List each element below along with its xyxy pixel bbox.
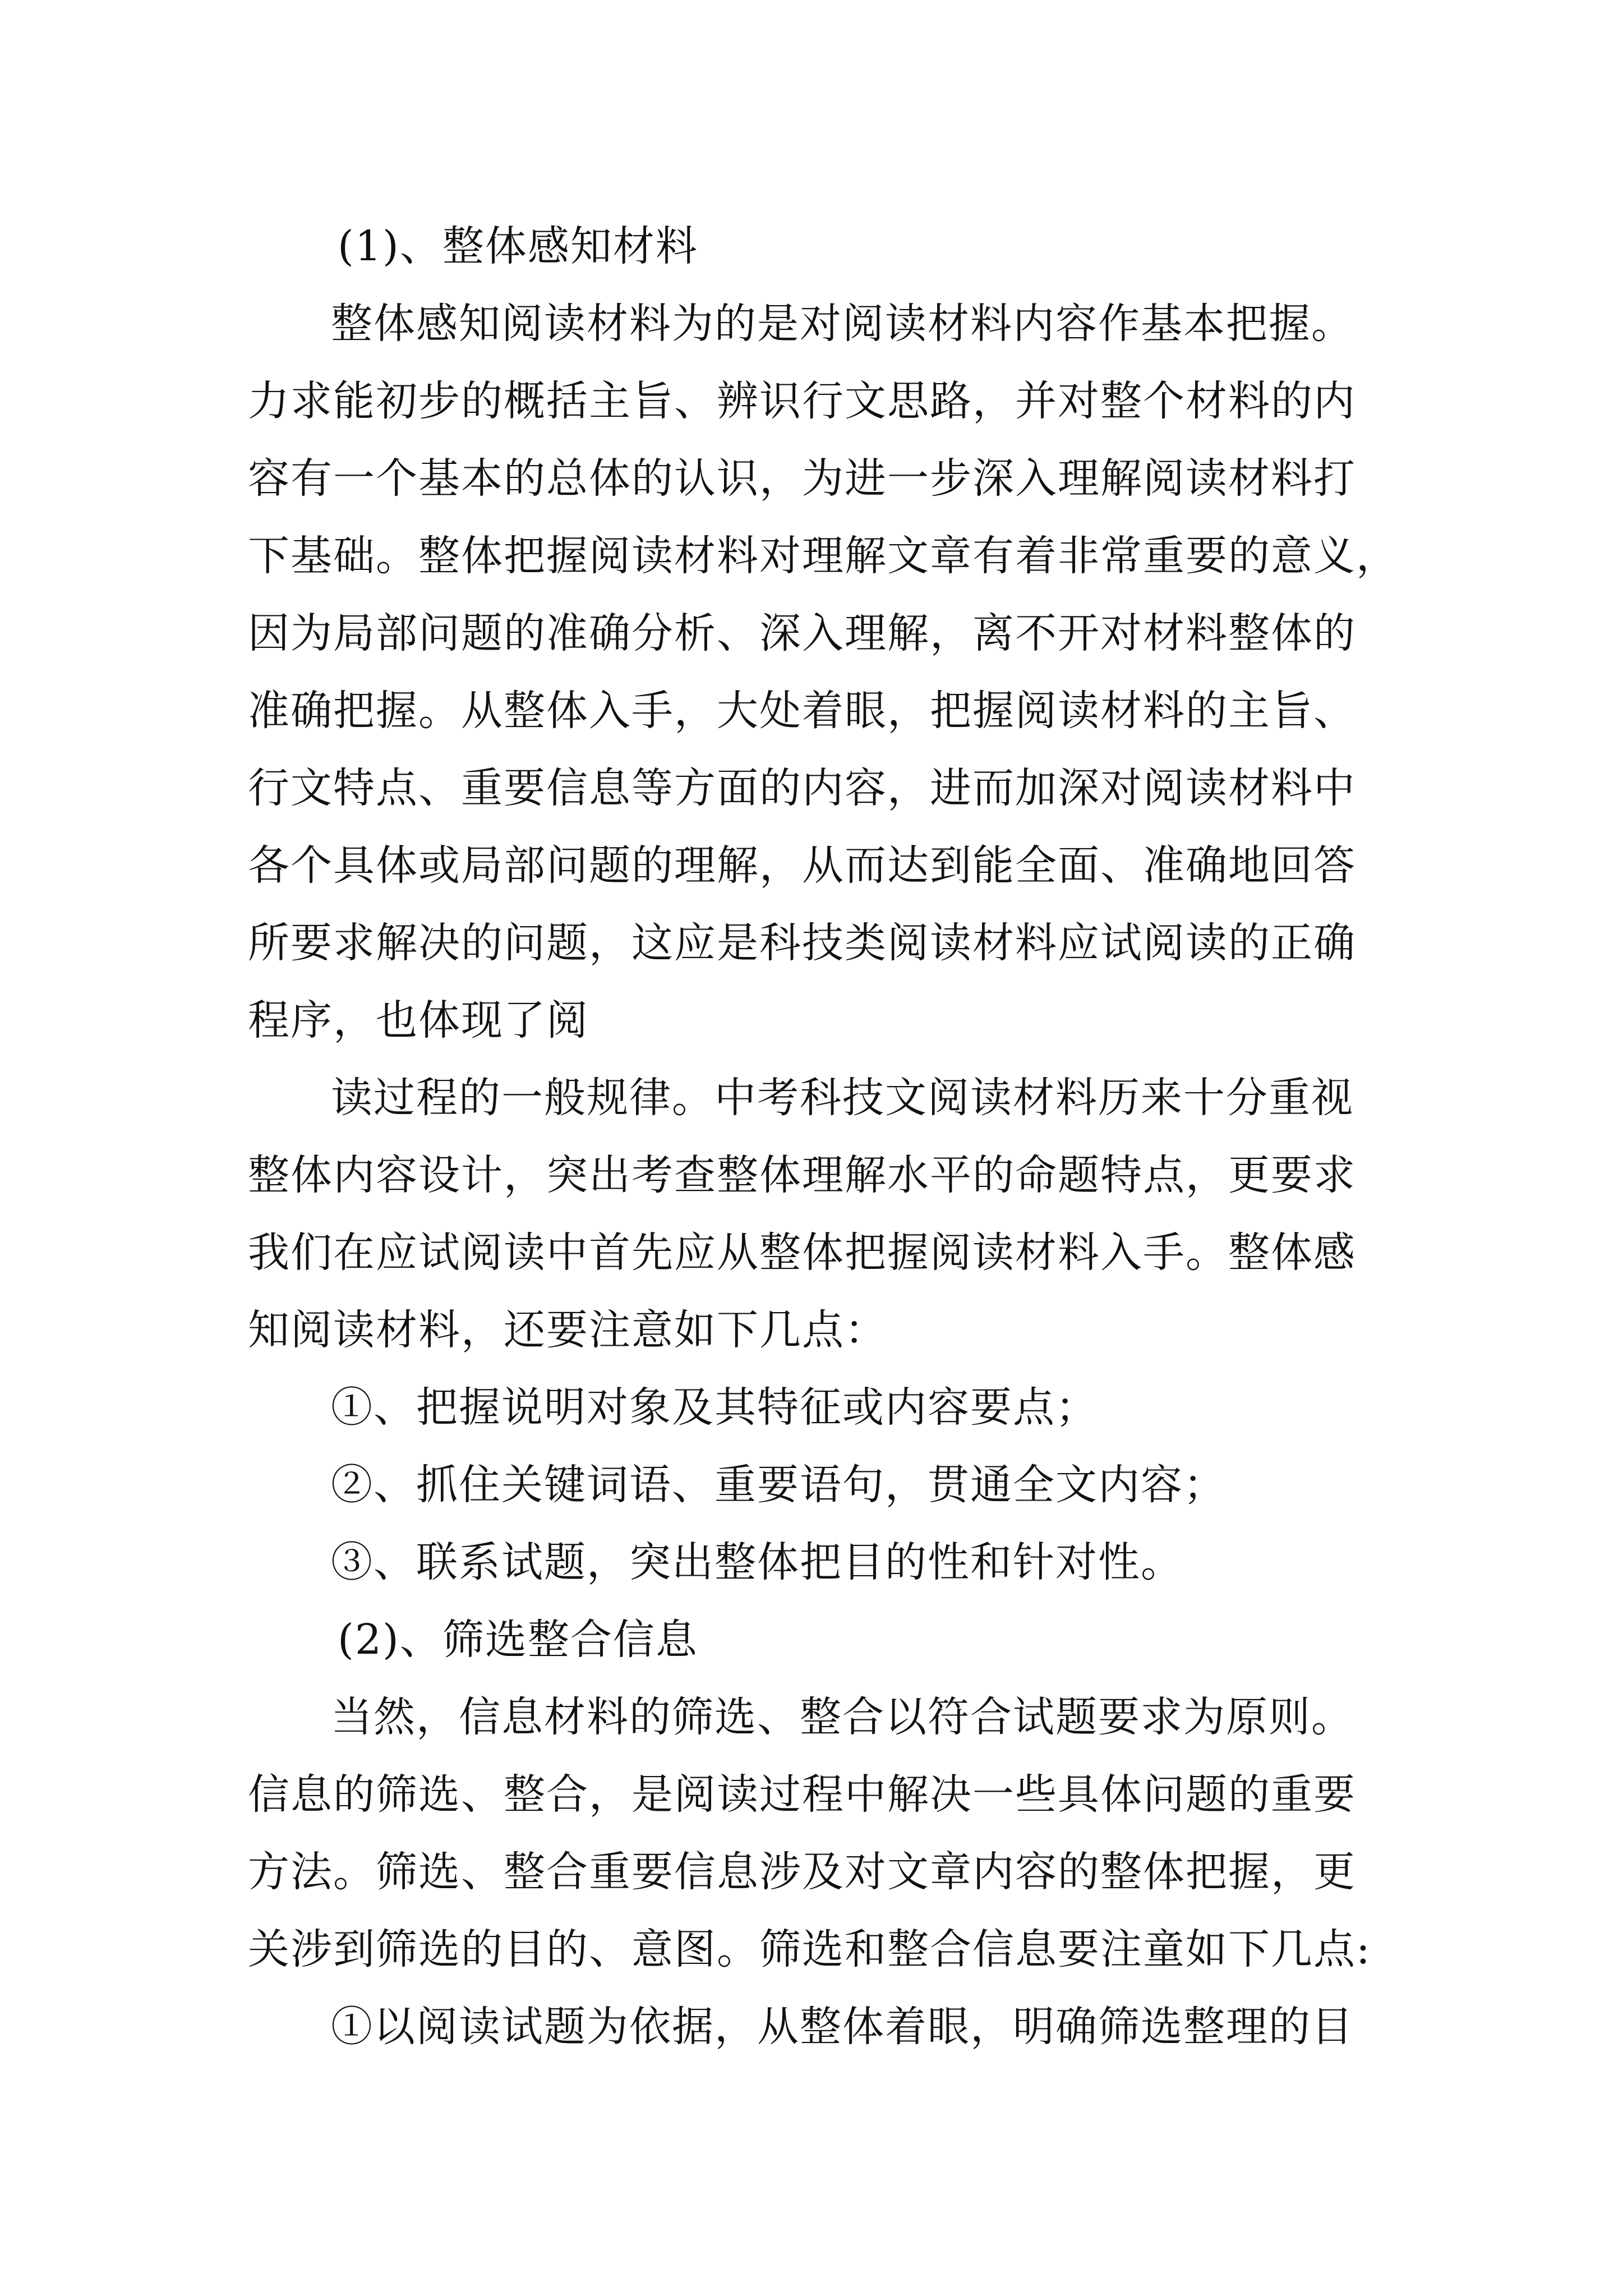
paragraph-line: 关涉到筛选的目的、意图。筛选和整合信息要注童如下几点: bbox=[248, 1925, 1371, 1973]
paragraph-line: 所要求解决的问题，这应是科技类阅读材料应试阅读的正确 bbox=[248, 919, 1356, 967]
paragraph-line: 程序，也体现了阅 bbox=[248, 996, 589, 1045]
paragraph-line: 信息的筛选、整合，是阅读过程中解决一些具体问题的重要 bbox=[248, 1770, 1356, 1819]
paragraph-line: 读过程的一般规律。中考科技文阅读材料历来十分重视 bbox=[331, 1074, 1354, 1122]
paragraph-line: 因为局部问题的准确分析、深入理解，离不开对材料整体的 bbox=[248, 609, 1356, 657]
paragraph-line: 方法。筛选、整合重要信息涉及对文章内容的整体把握，更 bbox=[248, 1848, 1356, 1896]
paragraph-line: 我们在应试阅读中首先应从整体把握阅读材料入手。整体感 bbox=[248, 1228, 1356, 1277]
list-item: ③、联系试题，突出整体把目的性和针对性。 bbox=[331, 1538, 1183, 1586]
paragraph-line: 各个具体或局部问题的理解，从而达到能全面、准确地回答 bbox=[248, 841, 1356, 890]
paragraph-line: 准确把握。从整体入手，大处着眼，把握阅读材料的主旨、 bbox=[248, 687, 1356, 735]
list-item: ②、抓住关键词语、重要语句，贯通全文内容； bbox=[331, 1461, 1226, 1509]
paragraph-line: 下基础。整体把握阅读材料对理解文章有着非常重要的意义， bbox=[248, 532, 1399, 580]
paragraph-line: 行文特点、重要信息等方面的内容，进而加深对阅读材料中 bbox=[248, 764, 1356, 812]
paragraph-line: 整体感知阅读材料为的是对阅读材料内容作基本把握。 bbox=[331, 300, 1354, 348]
section-1-paragraph-2 bbox=[248, 1059, 1392, 1369]
paragraph-line: 力求能初步的概括主旨、辨识行文思路，并对整个材料的内 bbox=[248, 377, 1356, 425]
list-item: ①以阅读试题为依据，从整体着眼，明确筛选整理的目 bbox=[331, 2003, 1354, 2051]
section-2-points bbox=[248, 1988, 1392, 2065]
paragraph-line: 容有一个基本的总体的认识，为进一步深入理解阅读材料打 bbox=[248, 454, 1356, 503]
section-1-heading: (1)、整体感知材料 bbox=[338, 222, 698, 270]
section-2-heading: (2)、筛选整合信息 bbox=[338, 1616, 698, 1664]
paragraph-line: 知阅读材料，还要注意如下几点： bbox=[248, 1306, 887, 1354]
paragraph-line: 当然，信息材料的筛选、整合以符合试题要求为原则。 bbox=[331, 1693, 1354, 1741]
document-body bbox=[248, 208, 1399, 2065]
list-item: ①、把握说明对象及其特征或内容要点； bbox=[331, 1383, 1098, 1432]
paragraph-line: 整体内容设计，突出考查整体理解水平的命题特点，更要求 bbox=[248, 1151, 1356, 1199]
section-1-points bbox=[248, 1369, 1392, 1601]
section-1-paragraph-1 bbox=[248, 285, 1399, 1059]
section-2-paragraph-1 bbox=[248, 1678, 1392, 1988]
